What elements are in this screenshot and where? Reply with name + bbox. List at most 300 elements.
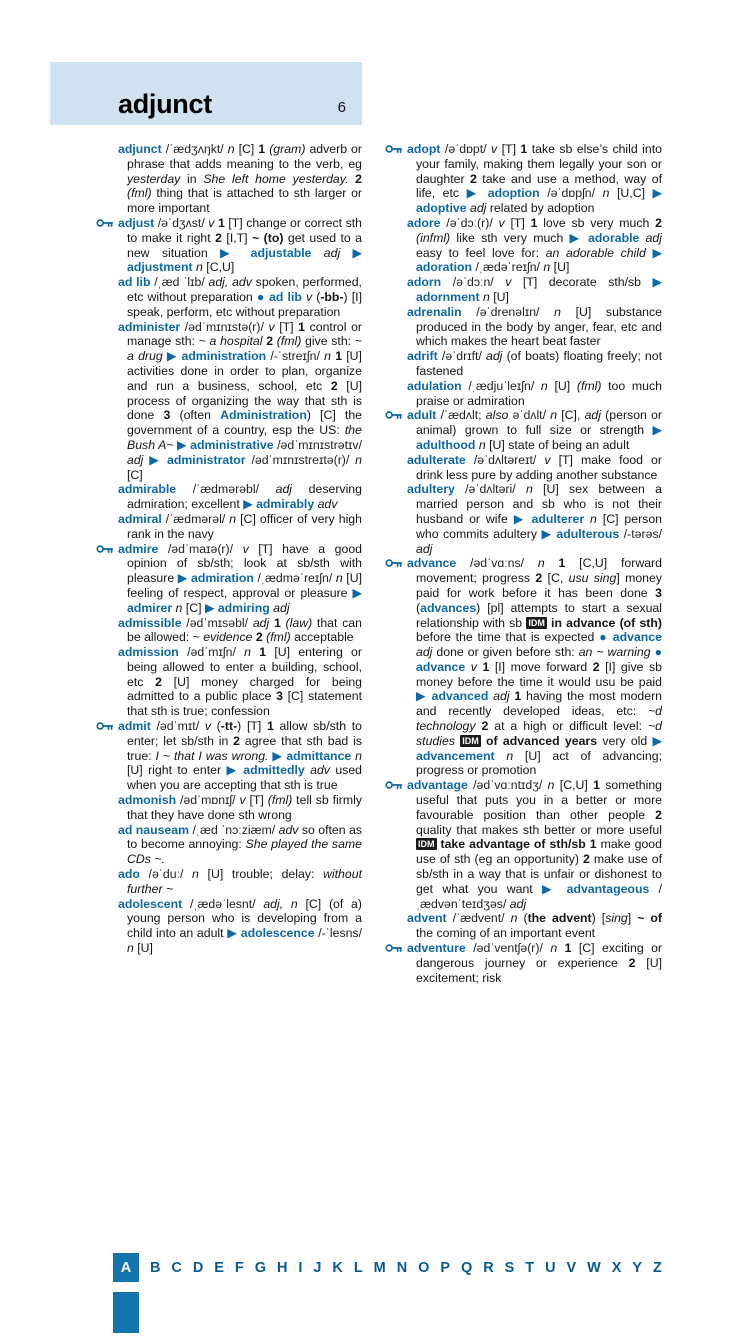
italic-label: adj: [252, 615, 270, 630]
phonetic-transcription: /ˈædmərəl/: [161, 511, 230, 526]
definition-text: ]: [627, 911, 638, 926]
phonetic-transcription: /ədˈmɪnɪstə(r)/: [180, 319, 269, 334]
italic-label: n: [127, 941, 134, 956]
entry-adore: [407, 215, 662, 275]
definition-text: before the time that is expected: [416, 630, 600, 645]
entry-ado: [118, 867, 362, 897]
italic-label: adj: [269, 600, 290, 615]
alphabet-letter-G: G: [254, 1259, 266, 1276]
derived-word: ad lib: [269, 289, 302, 304]
definition-text: make use of sb/sth in a way that is unfair or dishonest to get what you want: [416, 852, 663, 896]
definition-text: [T]: [274, 319, 299, 334]
italic-label: sing: [605, 911, 628, 926]
bold-text: 2: [582, 852, 590, 867]
definition-text: easy to feel love for:: [416, 245, 546, 260]
headword: admire: [118, 541, 159, 556]
italic-label: n: [510, 911, 518, 926]
derived-word: administrator: [167, 452, 246, 467]
headword: advent: [407, 911, 447, 926]
headword: adult: [407, 408, 437, 423]
definition-text: give sth:: [305, 334, 355, 349]
definition-text: deserving admiration; excellent: [127, 482, 362, 512]
italic-label: adj: [584, 408, 601, 423]
italic-label: yesterday: [127, 171, 181, 186]
derivative-arrow-icon: ▶: [652, 423, 662, 438]
bold-text: 1: [335, 349, 343, 364]
phonetic-transcription: /ˌædəˈlesnt/: [182, 896, 264, 911]
definition-text: very old: [597, 733, 653, 748]
italic-label: She played the same CDs ~.: [127, 837, 362, 867]
bold-text: 1: [298, 319, 305, 334]
entry-admit: [118, 719, 363, 793]
alphabet-letter-W: W: [587, 1259, 601, 1276]
alphabet-letter-Q: Q: [460, 1259, 473, 1276]
alphabet-letter-I: I: [298, 1259, 303, 1276]
definition-text: thing that is attached to sth larger or more important: [127, 186, 363, 216]
key-icon: [96, 721, 113, 731]
bullet-icon: ●: [599, 630, 613, 645]
bold-text: 2: [592, 659, 600, 674]
definition-text: [U] substance produced in the body by anger, fear, etc and which makes the heart beat faster: [416, 304, 662, 349]
italic-label: adj, n: [263, 896, 298, 911]
bold-text: 2: [535, 571, 543, 586]
definition-text: (: [210, 719, 221, 734]
alphabet-letter-T: T: [525, 1259, 535, 1276]
derivative-arrow-icon: ▶: [243, 497, 257, 512]
definition-text: ) [pl] attempts to start a sexual relationship with sb: [416, 600, 662, 630]
headword: adjunct: [118, 142, 162, 156]
definition-text: done or given before sth:: [432, 645, 579, 660]
bold-text: the advent: [527, 911, 592, 926]
phonetic-transcription: /ədˈmɪnɪstrətɪv/: [273, 437, 362, 452]
entry-adolescent: [118, 896, 362, 956]
definition-text: [C,: [542, 571, 569, 586]
phonetic-transcription: /əˈdrenəlɪn/: [461, 304, 555, 319]
definition-text: [C] person who commits adultery: [416, 511, 663, 541]
italic-label: ~d studies: [416, 719, 662, 748]
phonetic-transcription: /-tərəs/: [619, 526, 663, 541]
derivative-arrow-icon: ▶: [166, 349, 182, 364]
headword: admonish: [118, 793, 177, 808]
bold-text: in advance (of sth): [551, 615, 662, 630]
definition-text: control or manage sth:: [127, 319, 362, 349]
derived-word: adorable: [588, 230, 640, 245]
definition-text: so often as to become annoying:: [127, 822, 363, 852]
italic-label: adj: [311, 245, 353, 260]
alphabet-index: [113, 1253, 662, 1282]
definition-text: (often: [170, 408, 221, 423]
derivative-arrow-icon: ▶: [652, 245, 662, 260]
phonetic-transcription: /ədˈmɪnɪstreɪtə(r)/: [245, 452, 356, 467]
italic-label: an ~ warning: [578, 645, 651, 660]
phonetic-transcription: /-ˈlesns/: [314, 926, 362, 941]
definition-text: quality that makes sth better or more useful: [416, 822, 662, 837]
italic-label: n: [494, 748, 514, 763]
derivative-arrow-icon: ▶: [272, 748, 287, 763]
phonetic-transcription: /əˈdʒʌst/: [154, 215, 209, 230]
italic-label: n: [227, 142, 235, 156]
headword: adventure: [407, 941, 466, 956]
derived-word: admirably: [256, 497, 315, 512]
phonetic-transcription: /ədˈventʃə(r)/: [465, 941, 551, 956]
definition-text: get used to a new situation: [127, 230, 363, 260]
italic-label: n: [355, 452, 363, 467]
definition-text: [U,C]: [609, 186, 653, 201]
bold-text: take advantage of sth/sb: [440, 837, 586, 852]
phonetic-transcription: /ədˈmɪt/: [150, 719, 205, 734]
italic-label: v: [268, 319, 275, 334]
entry-administer: [118, 319, 363, 483]
definition-text: ) [: [591, 911, 606, 926]
bold-text: 2: [481, 719, 489, 734]
definition-text: [T] make food or drink less pure by adding another substance: [416, 452, 662, 482]
phonetic-transcription: /əˈdʌltəreɪt/: [465, 452, 545, 467]
bold-text: 1: [530, 215, 538, 230]
italic-label: usu sing: [568, 571, 617, 586]
definition-text: like sth very much: [456, 230, 570, 245]
phonetic-transcription: /ˈædmərəbl/: [176, 482, 276, 497]
idiom-badge: IDM: [418, 839, 435, 850]
derivative-arrow-icon: ▶: [352, 245, 362, 260]
definition-text: agree that sth bad is true:: [127, 733, 362, 763]
definition-text: (: [416, 600, 421, 615]
entry-admiral: [118, 511, 362, 542]
derived-word: adjustment: [127, 260, 193, 275]
bold-text: 2: [655, 807, 662, 822]
derived-word: advancement: [416, 748, 495, 763]
definition-text: [U] process of organizing the way that sth is done: [127, 378, 362, 423]
bold-text: 1: [558, 556, 566, 571]
italic-label: (gram): [265, 142, 310, 156]
alphabet-letter-H: H: [276, 1259, 288, 1276]
definition-text: [T] have a good opinion of sb/sth; look at sb/sth with pleasure: [127, 541, 362, 586]
bold-text: 3: [276, 689, 283, 704]
phonetic-transcription: /ədˈmɪsəbl/: [181, 615, 253, 630]
bold-text: 2: [233, 733, 241, 748]
alphabet-letter-V: V: [566, 1259, 577, 1276]
derived-word: adoption: [487, 186, 540, 201]
italic-label: I ~ that I was wrong.: [155, 748, 269, 763]
definition-text: in: [180, 171, 204, 186]
dictionary-content: [96, 142, 662, 985]
derived-word: administration: [181, 349, 267, 364]
derivative-arrow-icon: ▶: [177, 571, 192, 586]
headword: adulterate: [407, 452, 466, 467]
derived-word: adoration: [416, 260, 473, 275]
italic-label: adj: [275, 482, 293, 497]
definition-text: spoken, performed, etc without preparation: [127, 275, 362, 304]
italic-label: n: [550, 408, 558, 423]
italic-label: v: [204, 719, 211, 734]
phonetic-transcription: /ˌæd ˈnɔːziæm/: [189, 822, 279, 837]
bold-text: 2: [628, 955, 636, 970]
definition-text: [C,U]: [202, 260, 235, 275]
headword: adjust: [118, 215, 155, 230]
alphabet-letter-D: D: [192, 1259, 204, 1276]
italic-label: She left home yesterday.: [203, 171, 349, 186]
definition-text: [C] officer of very high rank in the navy: [127, 511, 362, 541]
definition-text: [I] give sb money before the time it would usu be paid: [416, 659, 663, 689]
italic-label: n: [543, 260, 551, 275]
headword: advance: [407, 556, 457, 571]
derived-word: admirer: [127, 600, 173, 615]
phonetic-transcription: /əˈdɒpt/: [440, 142, 492, 156]
headword: adultery: [407, 482, 455, 497]
definition-text: [C] statement that sth is true; confession: [127, 689, 362, 719]
definition-text: [U] act of advancing; progress or promotion: [416, 748, 662, 778]
alphabet-letter-C: C: [171, 1259, 182, 1276]
derived-word: adoptive: [416, 201, 467, 216]
definition-text: take sb else’s child into your family, making them legally your son or daughter: [416, 142, 662, 186]
entry-ad-nauseam: [118, 822, 363, 867]
entry-advance: [407, 556, 663, 778]
headword: adorn: [407, 275, 442, 290]
alphabet-letter-A: A: [113, 1253, 139, 1282]
definition-text: [I] move forward: [489, 659, 593, 674]
italic-label: n: [192, 867, 199, 882]
bold-text: -bb-: [320, 289, 344, 304]
italic-label: (fml): [262, 630, 295, 645]
alphabet-letter-U: U: [545, 1259, 556, 1276]
phonetic-transcription: /əˈduː/: [139, 867, 193, 882]
headword: adolescent: [118, 896, 183, 911]
phonetic-transcription: /ˌædjuˈleɪʃn/: [461, 378, 541, 393]
page-number: 6: [337, 99, 346, 116]
derived-word: admittance: [286, 748, 352, 763]
bold-text: ~ (to): [252, 230, 284, 245]
definition-text: [U] state of being an adult: [485, 437, 630, 452]
italic-label: n: [537, 556, 545, 571]
definition-text: [C,U]: [554, 778, 594, 793]
headword: administer: [118, 319, 181, 334]
key-icon: [385, 780, 402, 790]
definition-text: [T] decorate sth/sb: [511, 275, 653, 290]
bold-text: 2: [655, 215, 662, 230]
bold-text: 3: [163, 408, 171, 423]
italic-label: adj: [416, 541, 433, 556]
entry-admission: [118, 645, 362, 719]
derived-word: advance: [416, 659, 466, 674]
definition-text: [U] right to enter: [127, 763, 227, 778]
entry-adjunct: [118, 142, 363, 216]
alphabet-letter-P: P: [440, 1259, 451, 1276]
key-icon: [385, 144, 402, 154]
guide-word: adjunct: [118, 89, 212, 119]
italic-label: adv: [278, 822, 299, 837]
italic-label: n: [540, 378, 548, 393]
italic-label: also: [485, 408, 509, 423]
italic-label: adj: [486, 349, 503, 364]
bold-text: 1: [520, 142, 528, 156]
italic-label: adj: [488, 689, 510, 704]
definition-text: [U]: [550, 260, 570, 275]
entry-adjust: [118, 215, 363, 275]
derivative-arrow-icon: ▶: [226, 763, 244, 778]
definition-text: [T]: [504, 215, 531, 230]
derivative-arrow-icon: ▶: [204, 600, 218, 615]
derived-word: advanced: [431, 689, 489, 704]
italic-label: n: [244, 645, 251, 660]
italic-label: (fml): [273, 334, 306, 349]
bold-text: 2: [215, 230, 222, 245]
definition-text: [U] entering or being allowed to enter a building, school, etc: [127, 645, 362, 689]
definition-text: [U]: [489, 289, 509, 304]
definition-text: ] money paid for work before it has been done: [416, 571, 663, 600]
definition-text: too much praise or admiration: [416, 378, 662, 408]
definition-text: at a high or difficult level:: [488, 719, 648, 734]
entry-adulterate: [407, 452, 662, 483]
phonetic-transcription: /ˈædʒʌŋkt/: [161, 142, 228, 156]
definition-text: [U] trouble; delay:: [198, 867, 324, 882]
header-band: [50, 62, 362, 125]
phonetic-transcription: /ˌædvənˈteɪdʒəs/: [416, 881, 662, 911]
bold-text: 1: [593, 778, 600, 793]
italic-label: v: [544, 452, 551, 467]
derivative-arrow-icon: ▶: [177, 437, 191, 452]
entry-admirable: [118, 482, 362, 512]
key-icon: [96, 544, 113, 554]
definition-text: love sb very much: [537, 215, 656, 230]
alphabet-letter-S: S: [504, 1259, 515, 1276]
definition-text: [T]: [497, 142, 521, 156]
derivative-arrow-icon: ▶: [219, 245, 251, 260]
derived-word: adulthood: [416, 437, 476, 452]
derived-word: admittedly: [243, 763, 305, 778]
phonetic-transcription: /ˌæd ˈlɪb/: [150, 275, 209, 290]
phonetic-transcription: /ədˈvɑːns/: [456, 556, 538, 571]
bold-text: 2: [266, 334, 274, 349]
idiom-badge: IDM: [462, 735, 479, 746]
entry-admire: [118, 541, 362, 616]
definition-text: used when you are accepting that sth is true: [127, 763, 362, 793]
italic-label: n: [525, 482, 533, 497]
entry-admissible: [118, 615, 362, 646]
phonetic-transcription: /ədˈmaɪə(r)/: [158, 541, 243, 556]
italic-label: adv: [314, 497, 338, 512]
derivative-arrow-icon: ▶: [227, 926, 241, 941]
derived-word: Administration: [220, 408, 307, 423]
italic-label: ~d technology: [416, 704, 662, 734]
definition-text: tell sb firmly that they have done sth wrong: [127, 793, 362, 822]
definition-text: [I,T]: [221, 230, 253, 245]
bold-text: 1: [258, 142, 266, 156]
definition-text: [T]: [245, 793, 268, 808]
definition-text: [U] sex between a married person and sb who is not their husband or wife: [416, 482, 662, 526]
entry-adventure: [407, 941, 662, 985]
derivative-arrow-icon: ▶: [352, 585, 362, 600]
derived-word: adulterer: [531, 511, 585, 526]
phonetic-transcription: /ədˈmɒnɪʃ/: [176, 793, 240, 808]
definition-text: [U] feeling of respect, approval or pleasure: [127, 571, 362, 600]
definition-text: ) [C] the government of a country, esp the US:: [127, 408, 362, 438]
definition-text: something useful that puts you in a better or more favourable position than other people: [416, 778, 663, 822]
definition-text: [C]: [234, 142, 259, 156]
derivative-arrow-icon: ▶: [652, 275, 662, 290]
alphabet-letter-F: F: [234, 1259, 244, 1276]
derived-word: adolescence: [240, 926, 315, 941]
italic-label: ~ a drug: [127, 334, 362, 364]
bold-text: 2: [355, 171, 362, 186]
definition-text: [U] excitement; risk: [416, 955, 662, 985]
headword: ado: [118, 867, 140, 882]
headword: admirable: [118, 482, 177, 497]
definition-text: having the most modern and recently developed ideas, etc:: [416, 689, 663, 719]
definition-text: [646, 246, 653, 260]
italic-label: n: [602, 186, 610, 201]
italic-label: n: [324, 349, 331, 364]
entry-advantage: [407, 778, 663, 911]
headword: adore: [407, 215, 441, 230]
headword: admiral: [118, 511, 162, 526]
definition-text: [C] exciting or dangerous journey or experience: [416, 941, 662, 970]
derivative-arrow-icon: ▶: [513, 511, 532, 526]
phonetic-transcription: /əˈdʌltəri/: [454, 482, 526, 497]
phonetic-transcription: /ˌædməˈreɪʃn/: [253, 571, 336, 586]
definition-text: make good use of sth (eg an opportunity): [416, 837, 662, 867]
derived-word: advances: [420, 600, 477, 615]
italic-label: v: [465, 659, 477, 674]
definition-text: take and use a method, way of life, etc: [416, 171, 662, 201]
entry-adopt: [407, 142, 663, 216]
definition-text: ) [I] speak, perform, etc without preparation: [127, 289, 362, 319]
key-icon: [385, 943, 402, 953]
definition-text: allow sb/sth to enter; let sb/sth in: [127, 719, 362, 748]
italic-label: (law): [280, 615, 317, 630]
phonetic-transcription: /əˈdɔːn/: [441, 275, 506, 290]
headword: adulation: [407, 378, 462, 393]
alphabet-letter-E: E: [214, 1259, 224, 1276]
italic-label: n: [192, 260, 203, 275]
phonetic-transcription: /əˈdɔː(r)/: [440, 215, 499, 230]
bold-text: 1: [589, 837, 597, 852]
italic-label: n: [479, 289, 490, 304]
bold-text: 2: [470, 171, 477, 186]
entry-adrift: [407, 349, 663, 379]
bold-text: -tt-: [220, 719, 238, 734]
definition-text: related by adoption: [486, 201, 595, 216]
derivative-arrow-icon: ▶: [541, 526, 557, 541]
headword: adopt: [407, 142, 441, 156]
derived-word: adjustable: [250, 245, 312, 260]
definition-text: [C,U] forward movement; progress: [416, 556, 662, 586]
phonetic-transcription: /ədˈvɑːntɪdʒ/: [467, 778, 548, 793]
phonetic-transcription: /əˈdɒpʃn/: [539, 186, 603, 201]
bullet-icon: ●: [654, 645, 662, 660]
key-icon: [96, 218, 113, 228]
definition-text: [C]: [182, 600, 205, 615]
bold-text: 2: [255, 630, 263, 645]
alphabet-letter-B: B: [149, 1259, 161, 1276]
italic-label: v: [491, 142, 498, 156]
derived-word: advance: [612, 630, 662, 645]
italic-label: adj: [639, 230, 662, 245]
definition-text: (: [517, 911, 528, 926]
entry-admonish: [118, 793, 362, 823]
derivative-arrow-icon: ▶: [416, 689, 432, 704]
alphabet-letter-K: K: [332, 1259, 343, 1276]
italic-label: adj: [416, 645, 433, 660]
bold-text: of advanced years: [486, 733, 598, 748]
alphabet-letter-L: L: [353, 1259, 363, 1276]
right-column: [385, 142, 662, 985]
definition-text: the coming of an important event: [416, 926, 596, 941]
headword: admission: [118, 645, 179, 660]
alphabet-letter-Z: Z: [653, 1259, 662, 1276]
italic-label: n: [475, 437, 486, 452]
bold-text: ~ of: [637, 911, 662, 926]
bold-text: 3: [655, 585, 662, 600]
italic-label: n: [335, 571, 343, 586]
